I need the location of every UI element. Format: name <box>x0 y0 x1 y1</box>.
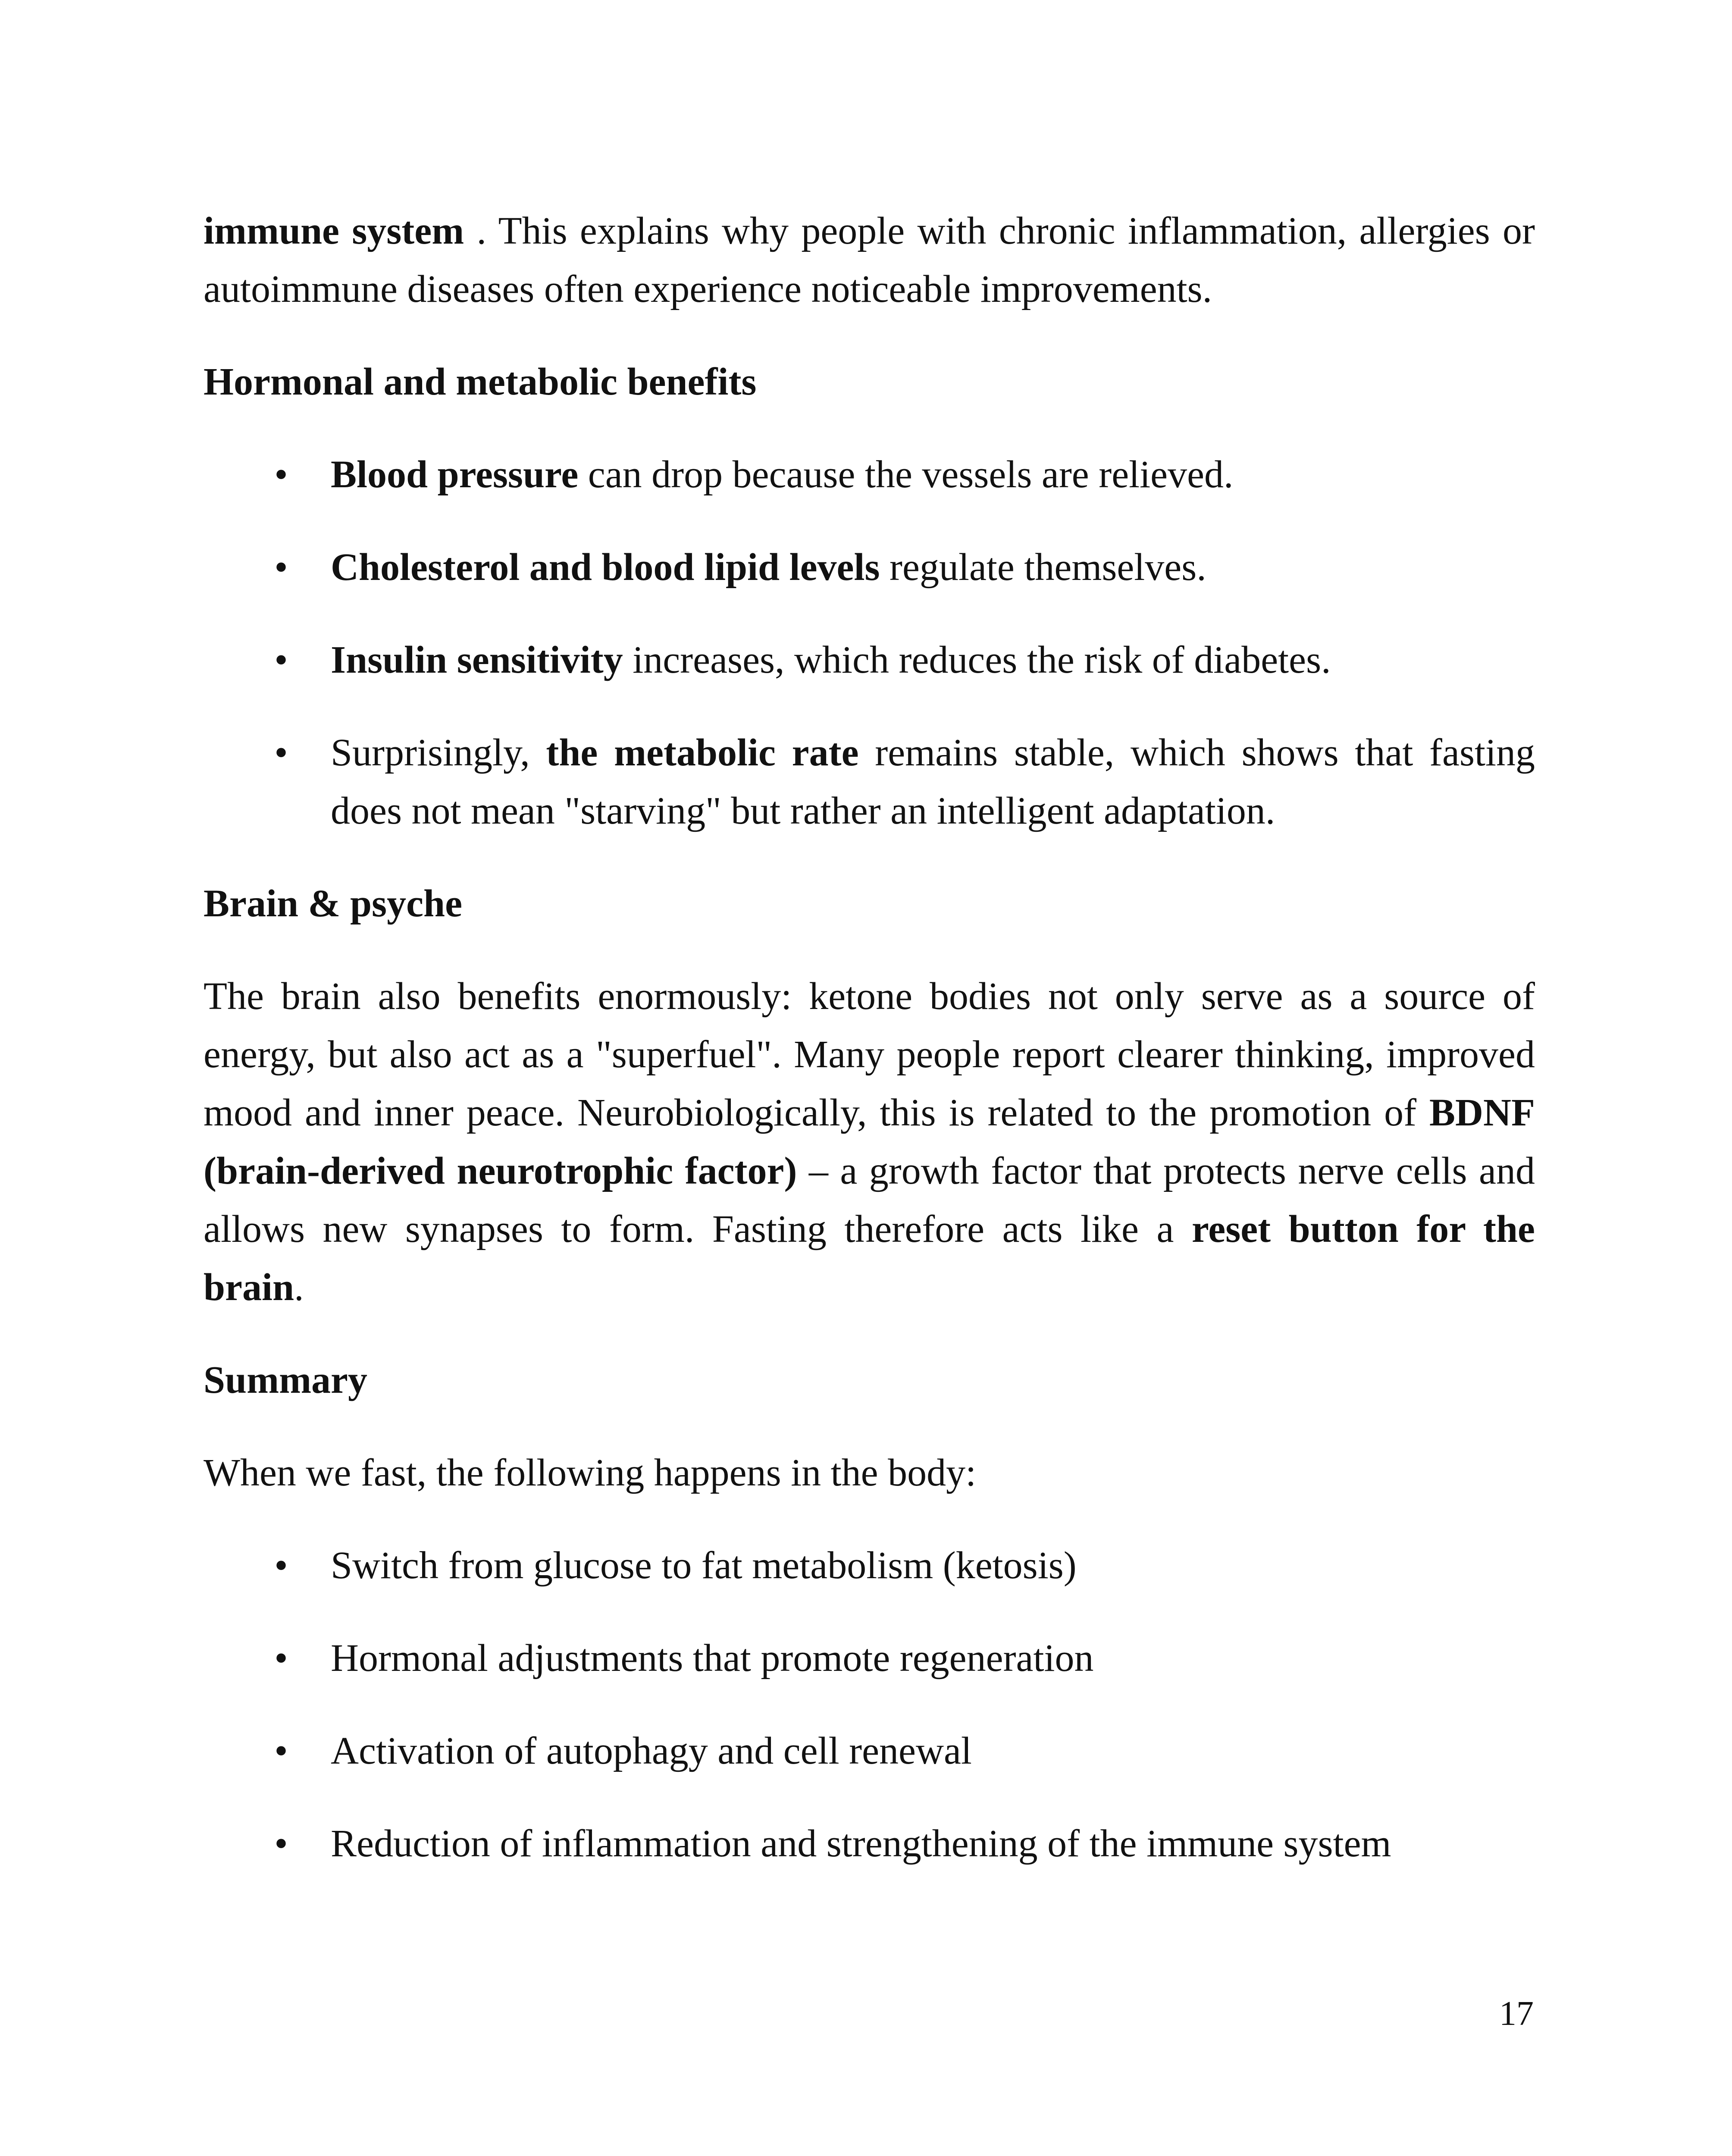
summary-item-text: Activation of autophagy and cell renewal <box>331 1730 972 1772</box>
list-item <box>204 631 1535 689</box>
heading-brain: Brain & psyche <box>204 882 463 925</box>
bullet-icon: • <box>274 639 288 681</box>
intro-text: . This explains why people with chronic inflammation, allergies or autoimmune diseases often experience noticeable improvements. <box>204 210 1535 310</box>
list-item <box>204 1536 1535 1595</box>
page-number: 17 <box>1499 1995 1534 2033</box>
list-item <box>204 1722 1535 1780</box>
item-text-post: regulate themselves. <box>880 546 1206 589</box>
brain-text-2: – a growth factor that protects nerve cells and allows new synapses to form. Fasting therefore acts like a <box>204 1150 1535 1250</box>
brain-text-1: The brain also benefits enormously: ketone bodies not only serve as a source of energy, but also act as a "superfuel". Many people report clearer thinking, improved mood and inner peace. Neurobiologically, this is related to the promotion of <box>204 975 1535 1134</box>
summary-item-text: Hormonal adjustments that promote regeneration <box>331 1637 1094 1680</box>
bullet-icon: • <box>274 1637 288 1680</box>
heading-hormonal: Hormonal and metabolic benefits <box>204 360 757 403</box>
summary-item-text: Switch from glucose to fat metabolism (ketosis) <box>331 1544 1077 1587</box>
bullet-icon: • <box>274 546 288 589</box>
item-text-post: can drop because the vessels are relieved. <box>578 453 1234 496</box>
intro-bold: immune system <box>204 210 464 252</box>
list-item <box>204 724 1535 840</box>
summary-intro: When we fast, the following happens in the body: <box>204 1451 977 1494</box>
item-text-bold: Blood pressure <box>331 453 579 496</box>
brain-paragraph <box>204 967 1535 1316</box>
intro-paragraph <box>204 202 1535 318</box>
hormonal-list <box>204 445 1535 840</box>
list-item <box>204 1629 1535 1687</box>
bullet-icon: • <box>274 1822 288 1865</box>
brain-bold-reset: reset button for the brain <box>204 1208 1535 1309</box>
item-text-bold: Cholesterol and blood lipid levels <box>331 546 880 589</box>
page-content <box>204 202 1535 1907</box>
bullet-icon: • <box>274 1730 288 1772</box>
item-text-bold: Insulin sensitivity <box>331 639 623 681</box>
brain-text-3: . <box>294 1266 304 1309</box>
list-item <box>204 445 1535 504</box>
bullet-icon: • <box>274 453 288 496</box>
bullet-icon: • <box>274 1544 288 1587</box>
summary-item-text: Reduction of inflammation and strengthening of the immune system <box>331 1822 1391 1865</box>
item-text-bold: the metabolic rate <box>546 731 859 774</box>
brain-bold-bdnf: BDNF (brain-derived neurotrophic factor) <box>204 1091 1535 1192</box>
item-text-post: remains stable, which shows that fasting does not mean "starving" but rather an intelligent adaptation. <box>331 731 1535 832</box>
item-text-pre: Surprisingly, <box>331 731 546 774</box>
heading-summary: Summary <box>204 1359 367 1401</box>
bullet-icon: • <box>274 731 288 774</box>
item-text-post: increases, which reduces the risk of diabetes. <box>623 639 1331 681</box>
summary-list <box>204 1536 1535 1873</box>
list-item <box>204 538 1535 596</box>
list-item <box>204 1814 1535 1873</box>
